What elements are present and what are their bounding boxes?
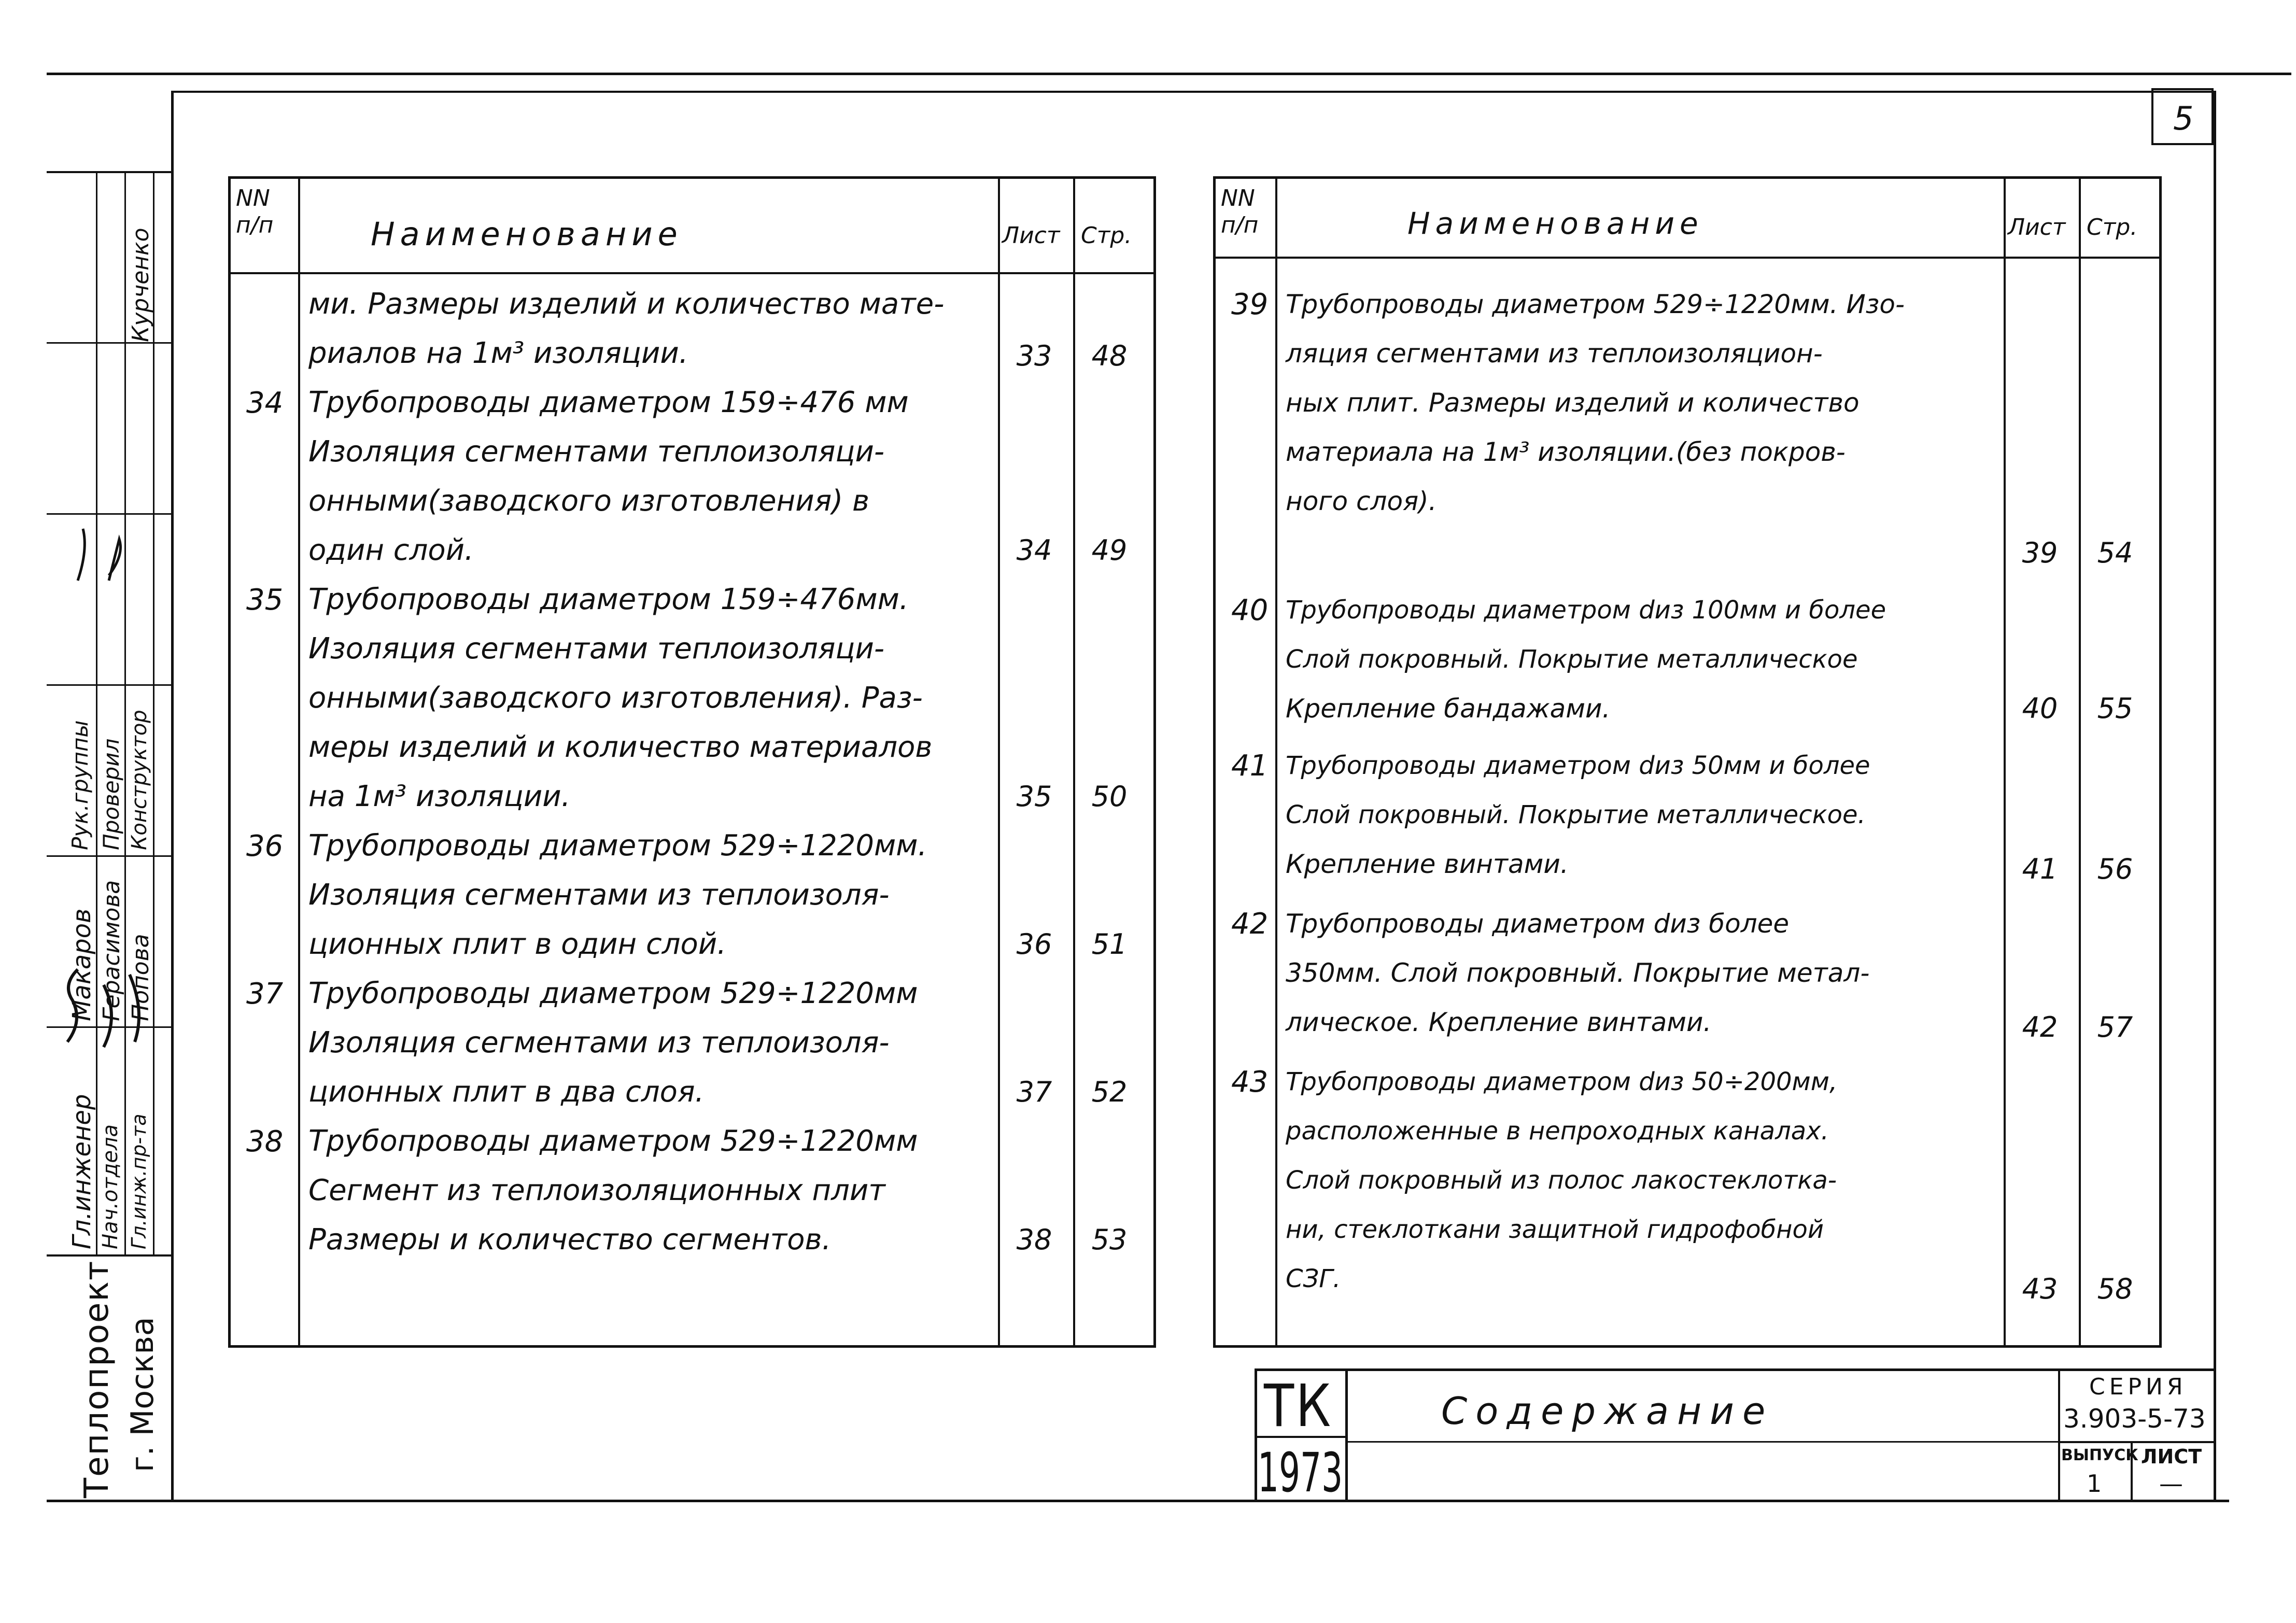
tb-code-top: ТК bbox=[1264, 1373, 1333, 1440]
row-page: 51 bbox=[1091, 928, 1128, 961]
header-name: Наименование bbox=[1407, 206, 1703, 241]
row-text: на 1м³ изоляции. bbox=[308, 780, 571, 813]
row-number: 42 bbox=[1231, 907, 1269, 941]
row-text: ляция сегментами из теплоизоляцион- bbox=[1286, 338, 1823, 369]
row-text: Трубопроводы диаметром dиз 50мм и более bbox=[1286, 751, 1870, 780]
row-text: Слой покровный. Покрытие металлическое. bbox=[1286, 800, 1866, 829]
header-nn: NN п/п bbox=[1221, 185, 1259, 238]
row-text: онными(заводского изготовления). Раз- bbox=[308, 681, 923, 715]
row-text: Трубопроводы диаметром dиз 100мм и более bbox=[1286, 596, 1886, 625]
tb-code-bottom: 1973 bbox=[1258, 1441, 1343, 1504]
row-text: ми. Размеры изделий и количество мате- bbox=[308, 287, 945, 321]
row-text: Крепление бандажами. bbox=[1286, 694, 1611, 724]
row-sheet: 43 bbox=[2022, 1273, 2058, 1305]
header-nn: NN п/п bbox=[236, 185, 274, 238]
row-text: Изоляция сегментами теплоизоляци- bbox=[308, 632, 885, 666]
tb-title: Содержание bbox=[1441, 1389, 1774, 1433]
header-divider bbox=[231, 272, 1153, 274]
row-page: 58 bbox=[2097, 1273, 2133, 1305]
row-page: 54 bbox=[2097, 537, 2133, 569]
row-page: 57 bbox=[2097, 1011, 2133, 1043]
row-sheet: 41 bbox=[2022, 853, 2058, 885]
row-text: Трубопроводы диаметром 529÷1220мм. Изо- bbox=[1286, 289, 1905, 319]
row-number: 36 bbox=[246, 829, 284, 863]
row-text: Размеры и количество сегментов. bbox=[308, 1223, 832, 1257]
col-divider bbox=[2079, 179, 2081, 1345]
row-text: Трубопроводы диаметром 529÷1220мм bbox=[308, 977, 918, 1010]
header-divider bbox=[1216, 257, 2159, 259]
tb-top-line bbox=[1255, 1368, 2214, 1371]
stamp-role-group-head: Рук.группы bbox=[67, 720, 93, 850]
header-page: Стр. bbox=[1081, 222, 1132, 249]
row-page: 48 bbox=[1091, 340, 1128, 372]
stamp-name-makarov: Макаров bbox=[67, 908, 96, 1021]
row-number: 37 bbox=[246, 977, 284, 1011]
row-page: 52 bbox=[1091, 1076, 1128, 1108]
row-text: Крепление винтами. bbox=[1286, 849, 1569, 879]
row-number: 39 bbox=[1231, 288, 1269, 321]
row-text: Сегмент из теплоизоляционных плит bbox=[308, 1174, 885, 1207]
tb-left-line bbox=[1255, 1368, 1257, 1501]
row-page: 50 bbox=[1091, 780, 1128, 813]
row-text: ционных плит в два слоя. bbox=[308, 1075, 705, 1109]
row-number: 35 bbox=[246, 583, 284, 617]
row-text: Изоляция сегментами из теплоизоля- bbox=[308, 1026, 890, 1060]
row-page: 55 bbox=[2097, 692, 2133, 725]
row-text: Трубопроводы диаметром 159÷476 мм bbox=[308, 386, 909, 419]
frame-right-line bbox=[2214, 91, 2216, 1501]
row-sheet: 37 bbox=[1016, 1076, 1052, 1108]
stamp-rule bbox=[47, 513, 171, 515]
row-text: меры изделий и количество материалов bbox=[308, 730, 933, 764]
row-text: Трубопроводы диаметром 529÷1220мм. bbox=[308, 829, 927, 863]
stamp-role-chief-engineer: Гл.инженер bbox=[67, 1094, 96, 1249]
stamp-role-project-engineer: Гл.инж.пр-та bbox=[128, 1113, 150, 1249]
row-sheet: 42 bbox=[2022, 1011, 2058, 1043]
row-sheet: 40 bbox=[2022, 692, 2058, 725]
row-text: ного слоя). bbox=[1286, 486, 1437, 516]
stamp-rule bbox=[47, 1254, 171, 1257]
frame-left-line bbox=[171, 91, 174, 1501]
stamp-rule bbox=[47, 342, 171, 344]
right-contents-table bbox=[1213, 176, 2162, 1348]
row-number: 38 bbox=[246, 1125, 284, 1159]
left-contents-table bbox=[228, 176, 1156, 1348]
stamp-role-designer: Конструктор bbox=[128, 710, 151, 850]
stamp-rule bbox=[47, 171, 171, 173]
row-text: онными(заводского изготовления) в bbox=[308, 484, 869, 518]
tb-issue-label: ВЫПУСК bbox=[2061, 1446, 2138, 1464]
row-sheet: 34 bbox=[1016, 534, 1052, 567]
row-number: 34 bbox=[246, 386, 284, 420]
row-number: 43 bbox=[1231, 1065, 1269, 1099]
row-text: Трубопроводы диаметром dиз более bbox=[1286, 909, 1790, 939]
stamp-name-popova: Попова bbox=[128, 934, 154, 1021]
row-text: один слой. bbox=[308, 533, 474, 567]
top-border bbox=[47, 73, 2291, 75]
title-block bbox=[1255, 1368, 2214, 1504]
row-sheet: 33 bbox=[1016, 340, 1052, 372]
stamp-name-gerasimova: Герасимова bbox=[98, 880, 125, 1021]
tb-sheet-value: — bbox=[2159, 1470, 2183, 1498]
tb-series-label: СЕРИЯ bbox=[2089, 1374, 2187, 1400]
tb-title-mid-line bbox=[1345, 1441, 2058, 1443]
stamp-column bbox=[47, 171, 171, 1501]
tb-code-divider bbox=[1345, 1368, 1348, 1501]
header-sheet: Лист bbox=[1002, 222, 1060, 249]
row-page: 53 bbox=[1091, 1223, 1128, 1256]
row-text: риалов на 1м³ изоляции. bbox=[308, 336, 688, 370]
row-text: ни, стеклоткани защитной гидрофобной bbox=[1286, 1215, 1824, 1244]
stamp-name-kurchenko: Курченко bbox=[128, 228, 154, 342]
row-text: Трубопроводы диаметром 159÷476мм. bbox=[308, 583, 909, 616]
col-divider bbox=[2004, 179, 2006, 1345]
row-text: 350мм. Слой покровный. Покрытие метал- bbox=[1286, 958, 1870, 988]
row-text: лическое. Крепление винтами. bbox=[1286, 1007, 1712, 1037]
inner-top-border bbox=[171, 91, 2214, 93]
stamp-role-checked: Проверил bbox=[98, 738, 124, 850]
header-name: Наименование bbox=[371, 215, 683, 253]
tb-series-divider bbox=[2058, 1368, 2060, 1501]
row-text: Трубопроводы диаметром dиз 50÷200мм, bbox=[1286, 1067, 1838, 1096]
page-number-box bbox=[2151, 88, 2214, 145]
stamp-city: г. Москва bbox=[124, 1317, 161, 1472]
stamp-role-dept-head: Нач.отдела bbox=[98, 1124, 122, 1249]
stamp-org: Теплопроект bbox=[78, 1260, 116, 1498]
row-page: 49 bbox=[1091, 534, 1128, 567]
col-divider bbox=[1275, 179, 1277, 1345]
tb-series-mid-line bbox=[2058, 1441, 2214, 1443]
header-sheet: Лист bbox=[2008, 214, 2066, 241]
row-sheet: 36 bbox=[1016, 928, 1052, 961]
row-number: 40 bbox=[1231, 594, 1269, 627]
row-sheet: 38 bbox=[1016, 1223, 1052, 1256]
row-number: 41 bbox=[1231, 749, 1269, 783]
tb-issue-value: 1 bbox=[2087, 1470, 2102, 1498]
page-number: 5 bbox=[2173, 100, 2194, 137]
row-text: Слой покровный. Покрытие металлическое bbox=[1286, 645, 1858, 674]
row-text: ционных плит в один слой. bbox=[308, 927, 727, 961]
header-page: Стр. bbox=[2087, 214, 2138, 241]
col-divider bbox=[298, 179, 300, 1345]
row-page: 56 bbox=[2097, 853, 2133, 885]
row-sheet: 39 bbox=[2022, 537, 2058, 569]
tb-series-value: 3.903-5-73 bbox=[2063, 1404, 2206, 1434]
row-text: Трубопроводы диаметром 529÷1220мм bbox=[308, 1124, 918, 1158]
row-text: материала на 1м³ изоляции.(без покров- bbox=[1286, 437, 1846, 467]
signatures bbox=[47, 518, 171, 1249]
row-text: Слой покровный из полос лакостеклотка- bbox=[1286, 1166, 1837, 1195]
tb-sheet-label: ЛИСТ bbox=[2141, 1445, 2202, 1468]
row-text: расположенные в непроходных каналах. bbox=[1286, 1117, 1829, 1146]
row-text: СЗГ. bbox=[1286, 1264, 1341, 1293]
row-text: Изоляция сегментами теплоизоляци- bbox=[308, 435, 885, 469]
row-text: ных плит. Размеры изделий и количество bbox=[1286, 388, 1860, 418]
row-text: Изоляция сегментами из теплоизоля- bbox=[308, 878, 890, 912]
row-sheet: 35 bbox=[1016, 780, 1052, 813]
